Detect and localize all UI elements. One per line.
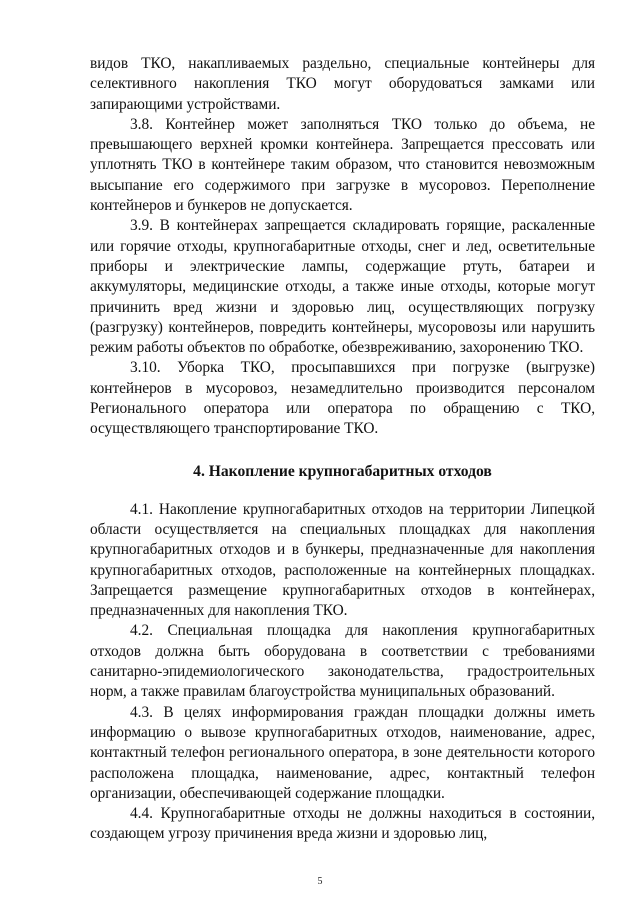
paragraph-4-2: 4.2. Специальная площадка для накопления крупногабаритных отходов должна быть оборудована в соответствии с требованиями санитарно-эпидемиологического законодательства, градостроительных норм, а также правилам благоустройства муниципальных образований. (90, 622, 595, 701)
page-number: 5 (317, 876, 323, 887)
section-heading: 4. Накопление крупногабаритных отходов (193, 462, 492, 480)
paragraph-3-9: 3.9. В контейнерах запрещается складировать горящие, раскаленные или горячие отходы, крупногабаритные отходы, снег и лед, осветительные приборы и электрические лампы, содержащие ртуть, батареи и аккумуляторы, медицинские отходы, а также иные отходы, которые могут причинить вред жизни и здоровью лиц, осуществляющих погрузку (разгрузку) контейнеров, повредить контейнеры, мусоровозы или нарушить режим работы объектов по обработке, обезвреживанию, захоронению ТКО. (90, 217, 595, 357)
document-page (90, 54, 595, 845)
paragraph-4-3: 4.3. В целях информирования граждан площадки должны иметь информацию о вывозе крупногабаритных отходов, наименование, адрес, контактный телефон регионального оператора, в зоне деятельности которого расположена площадка, наименование, адрес, контактный телефон организации, обеспечивающей содержание площадки. (90, 703, 595, 802)
paragraph-4-1: 4.1. Накопление крупногабаритных отходов на территории Липецкой области осуществляется на специальных площадках для накопления крупногабаритных отходов и в бункеры, предназначенные для накопления крупногабаритных отходов, расположенные на контейнерных площадках. Запрещается размещение крупногабаритных отходов в контейнерах, предназначенных для накопления ТКО. (90, 500, 595, 620)
paragraph-4-4: 4.4. Крупногабаритные отходы не должны находиться в состоянии, создающем угрозу причинения вреда жизни и здоровью лиц, (90, 805, 595, 843)
paragraph-3-10: 3.10. Уборка ТКО, просыпавшихся при погрузке (выгрузке) контейнеров в мусоровоз, незамедлительно производится персоналом Регионального оператора или оператора по обращению с ТКО, осуществляющего транспортирование ТКО. (90, 359, 595, 438)
paragraph-continuation: видов ТКО, накапливаемых раздельно, специальные контейнеры для селективного накопления ТКО могут оборудоваться замками или запирающими устройствами. (90, 55, 595, 113)
paragraph-3-8: 3.8. Контейнер может заполняться ТКО только до объема, не превышающего верхней кромки контейнера. Запрещается прессовать или уплотнять ТКО в контейнере таким образом, что становится невозможным высыпание его содержимого при загрузке в мусоровоз. Переполнение контейнеров и бункеров не допускается. (90, 115, 595, 215)
